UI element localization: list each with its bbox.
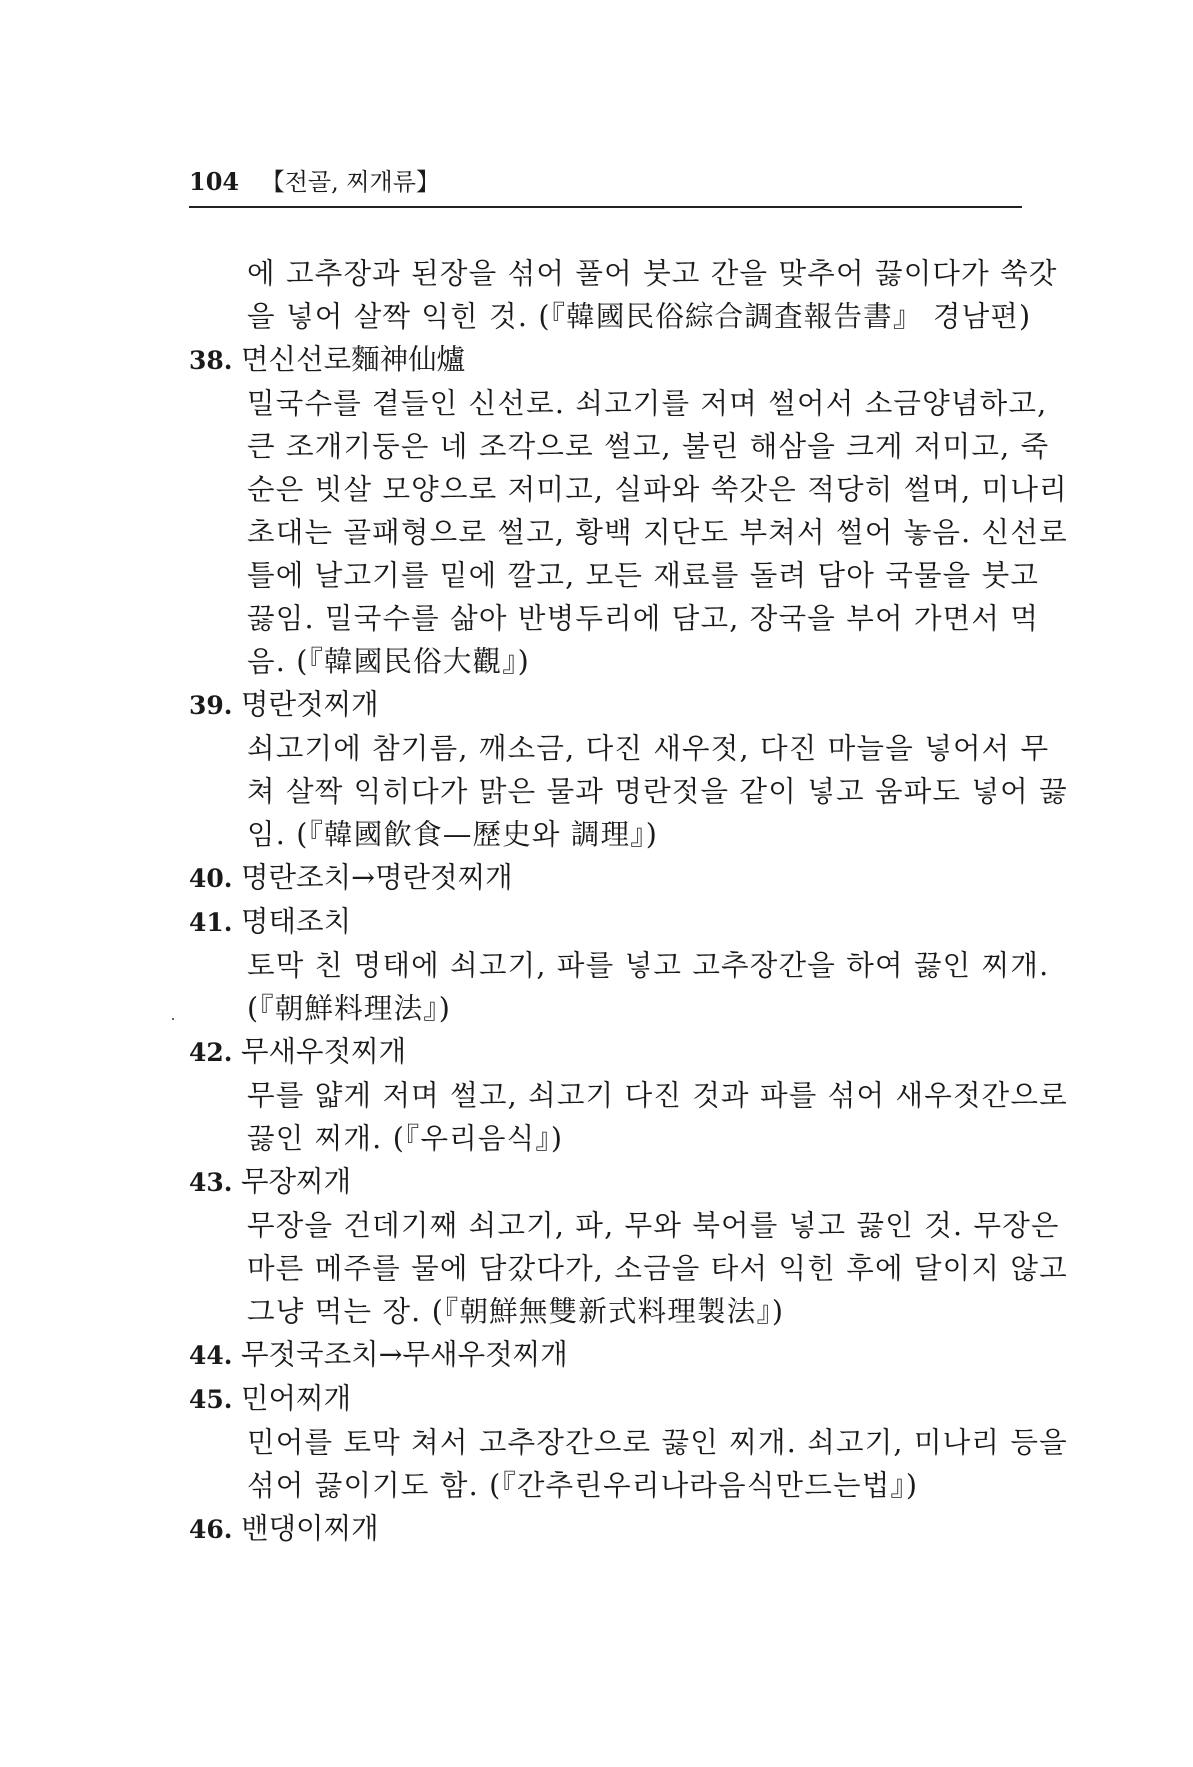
entry-text-line: 민어를 토막 쳐서 고추장간으로 끓인 찌개. 쇠고기, 미나리 등을: [247, 1426, 1068, 1459]
entry-text-line: 쳐 살짝 익히다가 맑은 물과 명란젓을 같이 넣고 움파도 넣어 끓: [247, 775, 1068, 808]
entry-number: 42.: [189, 1038, 233, 1067]
speck: [172, 1018, 174, 1020]
entry-number: 38.: [189, 346, 233, 375]
entry-number: 41.: [189, 908, 233, 937]
entry-text-line: 그냥 먹는 장. (『朝鮮無雙新式料理製法』): [247, 1295, 785, 1328]
entry-text-line: (『朝鮮料理法』): [247, 992, 452, 1025]
entry-number: 39.: [189, 691, 233, 720]
continued-line: 에 고추장과 된장을 섞어 풀어 붓고 간을 맞추어 끓이다가 쑥갓: [247, 257, 1058, 290]
entry-title: 명란조치→명란젓찌개: [241, 861, 513, 894]
running-title: 【전골, 찌개류】: [260, 168, 440, 196]
entry-text-line: 무장을 건데기째 쇠고기, 파, 무와 북어를 넣고 끓인 것. 무장은: [247, 1209, 1060, 1242]
entry-text-line: 쇠고기에 참기름, 깨소금, 다진 새우젓, 다진 마늘을 넣어서 무: [247, 732, 1050, 765]
entry-number: 46.: [189, 1515, 233, 1544]
entry-title: 면신선로麵神仙爐: [241, 343, 466, 376]
continued-line: 을 넣어 살짝 익힌 것. (『韓國民俗綜合調査報告書』 경남편): [247, 300, 1032, 333]
entry-heading: [189, 1377, 1022, 1421]
entry-number: 40.: [189, 864, 233, 893]
entry-text-line: 토막 친 명태에 쇠고기, 파를 넣고 고추장간을 하여 끓인 찌개.: [247, 949, 1050, 982]
entry-text-line: 음. (『韓國民俗大觀』): [247, 645, 530, 678]
header-rule: [189, 206, 1022, 208]
entry-heading: [189, 1507, 1022, 1551]
entry-title: 명란젓찌개: [241, 688, 379, 721]
entry-heading: [189, 1333, 1022, 1377]
entry-text-line: 큰 조개기둥은 네 조각으로 썰고, 불린 해삼을 크게 저미고, 죽: [247, 430, 1050, 463]
entry-heading: [189, 338, 1022, 382]
entry-text-line: 섞어 끓이기도 함. (『간추린우리나라음식만드는법』): [247, 1469, 919, 1502]
entry-heading: [189, 1160, 1022, 1204]
entry-heading: [189, 856, 1022, 900]
entry-title: 밴댕이찌개: [241, 1512, 379, 1545]
entry-number: 45.: [189, 1385, 233, 1414]
entry-heading: [189, 900, 1022, 944]
page-body: [189, 252, 1068, 1551]
entry-list: [189, 338, 1068, 1551]
page-header: [189, 168, 1029, 208]
entry-title: 무새우젓찌개: [241, 1035, 407, 1068]
entry-title: 무장찌개: [241, 1165, 352, 1198]
entry-text-line: 임. (『韓國飮食—歷史와 調理』): [247, 818, 659, 851]
entry-text-line: 끓인 찌개. (『우리음식』): [247, 1122, 564, 1155]
entry-text-line: 무를 얇게 저며 썰고, 쇠고기 다진 것과 파를 섞어 새우젓간으로: [247, 1079, 1068, 1112]
entry-text-line: 틀에 날고기를 밑에 깔고, 모든 재료를 돌려 담아 국물을 붓고: [247, 559, 1040, 592]
entry-text-line: 초대는 골패형으로 썰고, 황백 지단도 부쳐서 썰어 놓음. 신선로: [247, 516, 1068, 549]
entry-text-line: 마른 메주를 물에 담갔다가, 소금을 타서 익힌 후에 달이지 않고: [247, 1252, 1068, 1285]
entry-text-line: 끓임. 밀국수를 삶아 반병두리에 담고, 장국을 부어 가면서 먹: [247, 602, 1040, 635]
entry-heading: [189, 1030, 1022, 1074]
entry-heading: [189, 683, 1022, 727]
entry-number: 43.: [189, 1168, 233, 1197]
entry-title: 명태조치: [241, 905, 352, 938]
entry-number: 44.: [189, 1341, 233, 1370]
entry-title: 민어찌개: [241, 1382, 352, 1415]
page-number: 104: [189, 167, 240, 196]
entry-text-line: 순은 빗살 모양으로 저미고, 실파와 쑥갓은 적당히 썰며, 미나리: [247, 473, 1068, 506]
entry-title: 무젓국조치→무새우젓찌개: [241, 1338, 568, 1371]
entry-text-line: 밀국수를 곁들인 신선로. 쇠고기를 저며 썰어서 소금양념하고,: [247, 387, 1048, 420]
